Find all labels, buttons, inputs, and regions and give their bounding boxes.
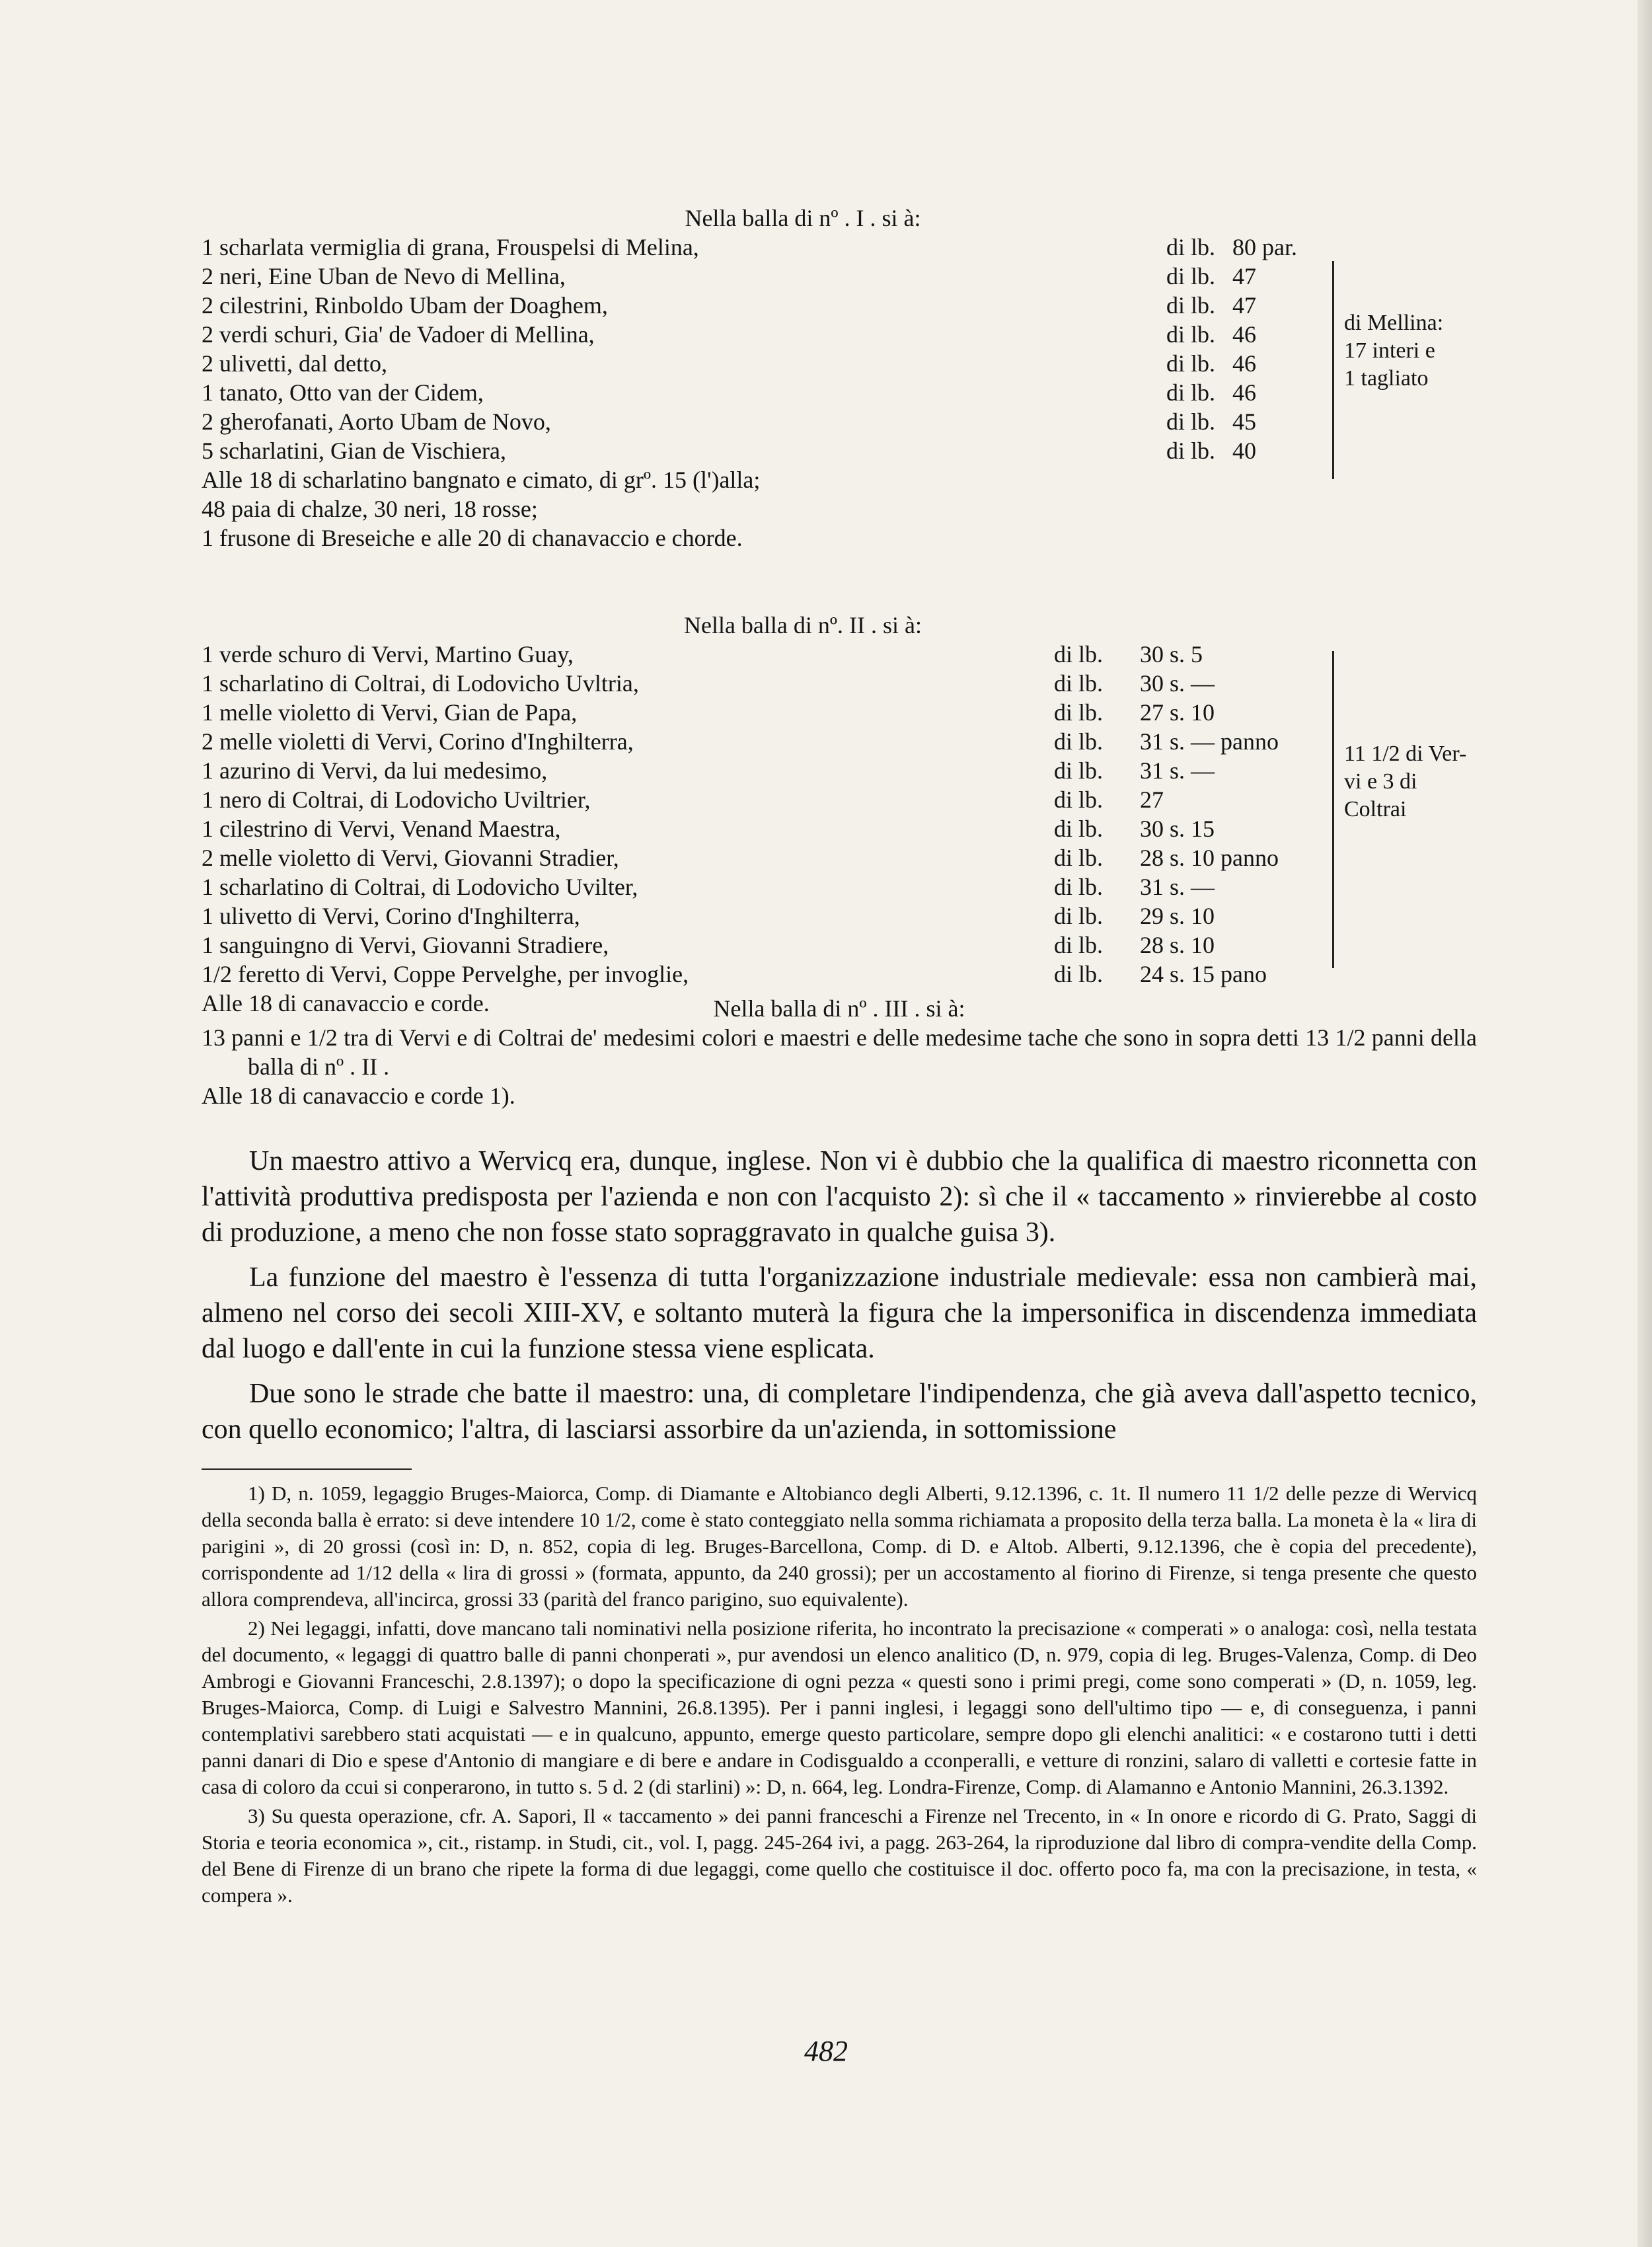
item-unit: di lb.: [1166, 438, 1216, 464]
item-description: 2 gherofanati, Aorto Ubam de Novo,: [202, 408, 551, 435]
body-paragraph: Un maestro attivo a Wervicq era, dunque, inglese. Non vi è dubbio che la qualifica di maestro riconnetta con l'attività produttiva predisposta per l'azienda e non con l'acquisto 2): sì che il « taccamento » rinvierebbe al costo di produzione, a meno che non fosse stato sopraggravato in qualche guisa 3).: [202, 1146, 1477, 1248]
item-value: 47: [1232, 263, 1256, 289]
list-item: [202, 640, 1325, 669]
body-paragraph: La funzione del maestro è l'essenza di tutta l'organizzazione industriale medievale: essa non cambierà mai, almeno nel corso dei secoli XIII-XV, e soltanto muterà la figura che la impersonifica in discendenza immediata dal luogo e dall'ente in cui la funzione stessa viene esplicata.: [202, 1262, 1477, 1364]
item-value: 47: [1232, 292, 1256, 319]
list-item: [202, 960, 1325, 989]
item-value: 45: [1232, 408, 1256, 435]
item-description: 2 cilestrini, Rinboldo Ubam der Doaghem,: [202, 292, 608, 319]
list-item: [202, 349, 1325, 378]
item-value: 30 s. 5: [1140, 641, 1203, 667]
item-value: 80 par.: [1232, 234, 1297, 260]
item-unit: di lb.: [1054, 641, 1104, 667]
item-description: 2 melle violetto di Vervi, Giovanni Stradier,: [202, 845, 619, 871]
item-description: 1 verde schuro di Vervi, Martino Guay,: [202, 641, 574, 667]
footnote: 2) Nei legaggi, infatti, dove mancano tali nominativi nella posizione riferita, ho incontrato la precisazione « comperati » o analoga: così, nella testata del documento, « legaggi di quattro balle di panni chonperati », pur avendosi un elenco analitico (D, n. 979, copia di leg. Bruges-Valenza, Comp. di Deo Ambrogi e Giovanni Franceschi, 2.8.1397); o dopo la specificazione di ogni pezza « questi sono i primi pregi, come sono comperati » (D, n. 1059, leg. Bruges-Maiorca, Comp. di Luigi e Salvestro Mannini, 26.8.1395). Per i panni inglesi, i legaggi sono dell'ultimo tipo — e, di conseguenza, i panni contemplativi sarebbero stati acquistati — e in qualcuno, appunto, emerge questo particolare, sempre dopo gli elenchi analitici: « e costarono tutti i detti panni danari di Dio e spese d'Antonio di mangiare e di bere e andare in Codisgualdo a cconperalli, e vetture di ronzini, salaro di valletti e cortesie fatte in casa di coloro da ccui si conperarono, in tutto s. 5 d. 2 (di starlini) »: D, n. 664, leg. Londra-Firenze, Comp. di Alamanno e Antonio Mannini, 26.3.1392.: [202, 1617, 1477, 1798]
footnote: 3) Su questa operazione, cfr. A. Sapori, Il « taccamento » dei panni franceschi a Firenze nel Trecento, in « In onore e ricordo di G. Prato, Saggi di Storia e teoria economica », cit., ristamp. in Studi, cit., vol. I, pagg. 245-264 ivi, a pagg. 263-264, la riproduzione dal libro di compra-vendite della Comp. del Bene di Firenze di un brano che ripete la forma di due legaggi, come quello che costituisce il doc. offerto poco fa, ma con la precisazione, in testa, « compera ».: [202, 1804, 1477, 1907]
footnote: 1) D, n. 1059, legaggio Bruges-Maiorca, Comp. di Diamante e Altobianco degli Alberti, 9.12.1396, c. 1t. Il numero 11 1/2 delle pezze di Wervicq della seconda balla è errato: si deve intendere 10 1/2, come è stato conteggiato nella somma richiamata a proposito della terza balla. La moneta è la « lira di parigini », di 20 grossi (così in: D, n. 852, copia di leg. Bruges-Barcellona, Comp. di D. e Altob. Alberti, 9.12.1396, che è copia del precedente), corrispondente ad 1/12 della « lira di grossi » (formata, appunto, da 240 grossi); per un accostamento al fiorino di Firenze, si tenga presente che questo allora comprendeva, all'incirca, grossi 33 (parità del franco parigino, suo equivalente).: [202, 1482, 1477, 1611]
item-value: 24 s. 15 pano: [1140, 961, 1267, 987]
item-value: 30 s. 15: [1140, 816, 1215, 842]
item-unit: di lb.: [1166, 292, 1216, 319]
list-item: [202, 901, 1325, 931]
list-item: [202, 814, 1325, 843]
bale-2-heading: Nella balla di nº. II . si à:: [683, 612, 922, 638]
page-number: 482: [804, 2035, 848, 2067]
item-description: 1 melle violetto di Vervi, Gian de Papa,: [202, 699, 578, 726]
body-paragraph: Due sono le strade che batte il maestro: una, di completare l'indipendenza, che già aveva dall'aspetto tecnico, con quello economico; l'altra, di lasciarsi assorbire da un'azienda, in sottomissione: [202, 1379, 1477, 1445]
item-value: 29 s. 10: [1140, 903, 1215, 929]
item-value: 30 s. —: [1140, 670, 1215, 697]
list-item: [202, 291, 1325, 320]
list-item: [202, 872, 1325, 901]
page-edge-shadow: [1637, 0, 1652, 2247]
item-unit: di lb.: [1166, 379, 1216, 406]
item-value: 31 s. —: [1140, 874, 1215, 900]
bale-3-heading: Nella balla di nº . III . si à:: [713, 995, 965, 1022]
item-description: 5 scharlatini, Gian de Vischiera,: [202, 438, 507, 464]
item-description: 1/2 feretto di Vervi, Coppe Pervelghe, per invoglie,: [202, 961, 689, 987]
footnote-rule: [202, 1468, 412, 1470]
list-item: [202, 320, 1325, 349]
list-item: [202, 436, 1325, 465]
item-description: 1 nero di Coltrai, di Lodovicho Uviltrier,: [202, 786, 591, 813]
bale-2-extra-line: Alle 18 di canavaccio e corde.: [202, 990, 490, 1016]
item-value: 31 s. — panno: [1140, 728, 1279, 755]
item-value: 46: [1232, 321, 1256, 348]
item-description: 1 scharlata vermiglia di grana, Frouspelsi di Melina,: [202, 234, 699, 260]
list-item: [202, 698, 1325, 727]
bale-1-extra-line: 48 paia di chalze, 30 neri, 18 rosse;: [202, 496, 538, 522]
item-value: 27 s. 10: [1140, 699, 1215, 726]
item-value: 40: [1232, 438, 1256, 464]
item-value: 46: [1232, 350, 1256, 377]
item-description: 1 scharlatino di Coltrai, di Lodovicho Uvltria,: [202, 670, 639, 697]
list-item: [202, 756, 1325, 785]
bale-2-note: 11 1/2 di Ver- vi e 3 di Coltrai: [1344, 742, 1467, 821]
bale-3-line: 13 panni e 1/2 tra di Vervi e di Coltrai de' medesimi colori e maestri e delle medesime tache che sono in sopra detti 13 1/2 panni della balla di nº . II .: [202, 1024, 1477, 1080]
item-unit: di lb.: [1054, 786, 1104, 813]
item-unit: di lb.: [1054, 670, 1104, 697]
item-value: 27: [1140, 786, 1164, 813]
bale-1-list: [202, 204, 1325, 552]
item-value: 28 s. 10: [1140, 932, 1215, 958]
bale-1-brace: [1332, 261, 1341, 479]
bale-1-extra-line: 1 frusone di Breseiche e alle 20 di chanavaccio e chorde.: [202, 525, 743, 551]
body-text: [202, 1143, 1477, 1457]
item-description: 1 cilestrino di Vervi, Venand Maestra,: [202, 816, 561, 842]
item-description: 1 tanato, Otto van der Cidem,: [202, 379, 484, 406]
list-item: [202, 407, 1325, 436]
item-description: 2 neri, Eine Uban de Nevo di Mellina,: [202, 263, 566, 289]
item-unit: di lb.: [1054, 757, 1104, 784]
item-description: 1 sanguingno di Vervi, Giovanni Stradiere,: [202, 932, 609, 958]
item-unit: di lb.: [1054, 874, 1104, 900]
list-item: [202, 843, 1325, 872]
item-value: 31 s. —: [1140, 757, 1215, 784]
bale-1-note: di Mellina: 17 interi e 1 tagliato: [1344, 311, 1444, 391]
item-unit: di lb.: [1054, 845, 1104, 871]
item-unit: di lb.: [1166, 234, 1216, 260]
bale-1-extra-line: Alle 18 di scharlatino bangnato e cimato, di grº. 15 (l')alla;: [202, 467, 761, 493]
footnotes: [202, 1480, 1477, 1911]
item-unit: di lb.: [1054, 932, 1104, 958]
bale-2-brace: [1332, 651, 1341, 968]
item-unit: di lb.: [1054, 961, 1104, 987]
item-unit: di lb.: [1166, 350, 1216, 377]
item-description: 2 ulivetti, dal detto,: [202, 350, 387, 377]
bale-3-line: Alle 18 di canavaccio e corde 1).: [202, 1083, 515, 1109]
list-item: [202, 233, 1325, 262]
item-unit: di lb.: [1166, 263, 1216, 289]
item-unit: di lb.: [1054, 816, 1104, 842]
bale-1-heading: Nella balla di nº . I . si à:: [685, 205, 921, 231]
item-description: 2 melle violetti di Vervi, Corino d'Inghilterra,: [202, 728, 634, 755]
item-unit: di lb.: [1054, 728, 1104, 755]
item-description: 1 ulivetto di Vervi, Corino d'Inghilterra,: [202, 903, 580, 929]
list-item: [202, 262, 1325, 291]
list-item: [202, 727, 1325, 756]
item-description: 1 scharlatino di Coltrai, di Lodovicho Uvilter,: [202, 874, 638, 900]
list-item: [202, 785, 1325, 814]
bale-3-list: [202, 994, 1477, 1110]
list-item: [202, 931, 1325, 960]
bale-2-list: [202, 611, 1325, 1018]
list-item: [202, 669, 1325, 698]
item-unit: di lb.: [1054, 699, 1104, 726]
item-value: 28 s. 10 panno: [1140, 845, 1279, 871]
item-unit: di lb.: [1166, 321, 1216, 348]
list-item: [202, 378, 1325, 407]
item-value: 46: [1232, 379, 1256, 406]
item-unit: di lb.: [1054, 903, 1104, 929]
item-unit: di lb.: [1166, 408, 1216, 435]
item-description: 1 azurino di Vervi, da lui medesimo,: [202, 757, 548, 784]
item-description: 2 verdi schuri, Gia' de Vadoer di Mellina,: [202, 321, 595, 348]
